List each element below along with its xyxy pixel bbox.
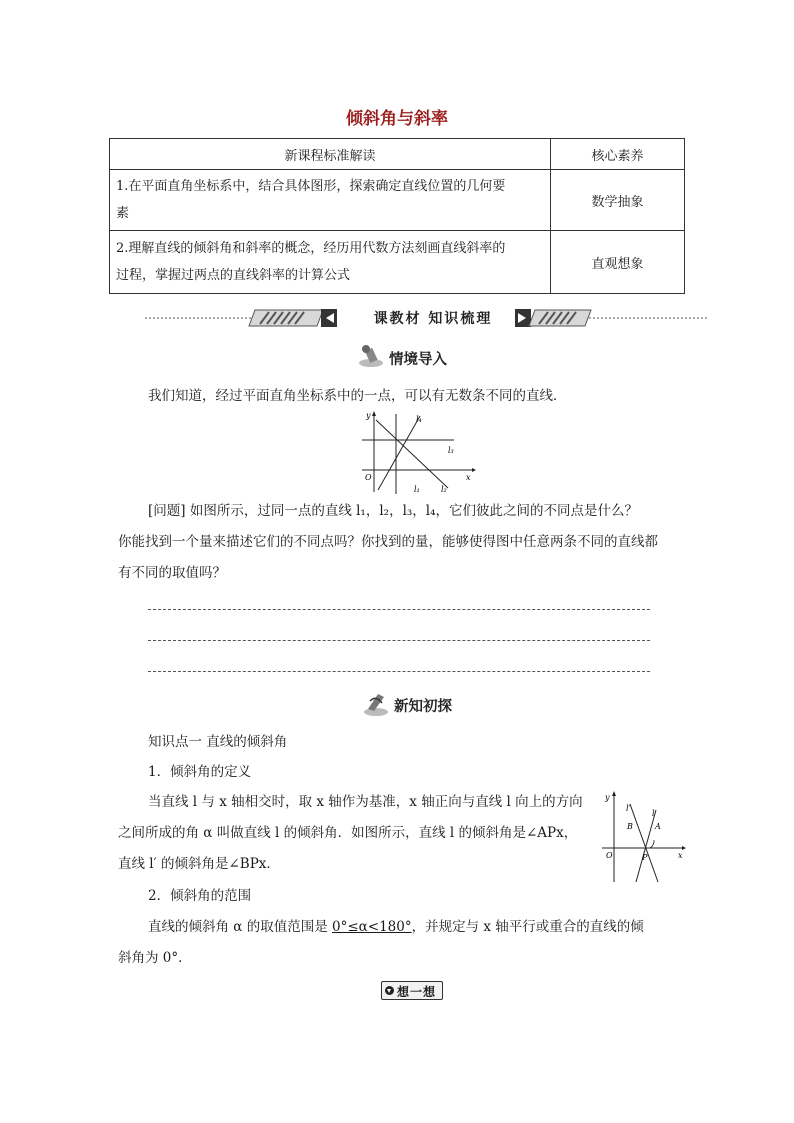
triangle-down-icon [385, 986, 394, 995]
range-line: 直线的倾斜角 α 的取值范围是 0°≤α<180°，并规定与 x 轴平行或重合的直线的倾 [148, 919, 644, 935]
fig2-x-label: x [678, 851, 683, 860]
table-header: 新课程标准解读 [110, 139, 551, 170]
question-line: 你能找到一个量来描述它们的不同点吗？你找到的量，能够使得图中任意两条不同的直线都 [118, 534, 658, 550]
fig2-l-label: l [652, 809, 655, 818]
think-box [381, 981, 443, 1000]
range-value: 0°≤α<180° [332, 919, 412, 935]
subsection-title: 2．倾斜角的范围 [148, 888, 252, 904]
fig2-a-label: A [655, 822, 661, 831]
standards-table [109, 138, 685, 294]
question-line: [问题] 如图所示，过同一点的直线 l₁，l₂，l₃，l₄，它们彼此之间的不同点是什么？ [148, 503, 639, 519]
question-line: 有不同的取值吗？ [118, 565, 226, 581]
table-row [110, 231, 685, 294]
fig2-b-label: B [627, 822, 633, 831]
fig2-lprime-label: l′ [626, 804, 631, 813]
section-heading-intro: 情境导入 [389, 351, 447, 368]
line-l4 [378, 416, 420, 490]
table-cell: 2.理解直线的倾斜角和斜率的概念，经历用代数方法刻画直线斜率的 过程，掌握过两点的直线斜率的计算公式 [110, 231, 551, 294]
definition-line: 直线 l′ 的倾斜角是∠BPx． [118, 856, 280, 872]
definition-line: 当直线 l 与 x 轴相交时，取 x 轴作为基准，x 轴正向与直线 l 向上的方向 [148, 794, 583, 810]
fig1-l2-label: l₂ [441, 485, 447, 494]
fig1-l4-label: l₄ [416, 415, 422, 424]
figure-inclination-angle [600, 790, 688, 885]
section-heading-new: 新知初探 [394, 698, 452, 715]
definition-line: 之间所成的角 α 叫做直线 l 的倾斜角．如图所示，直线 l 的倾斜角是∠APx， [118, 825, 578, 841]
intro-text: 我们知道，经过平面直角坐标系中的一点，可以有无数条不同的直线． [148, 388, 567, 404]
table-row [110, 170, 685, 231]
knowledge-point-title: 知识点一 直线的倾斜角 [148, 734, 288, 750]
line-l [636, 810, 656, 882]
fig1-origin-label: O [365, 473, 372, 482]
fig2-y-label: y [605, 793, 610, 802]
fig2-p-label: P [642, 853, 648, 862]
think-label: 想一想 [397, 985, 437, 999]
answer-line[interactable] [148, 640, 650, 641]
table-cell: 1.在平面直角坐标系中，结合具体图形，探索确定直线位置的几何要 素 [110, 170, 551, 231]
fig1-y-label: y [366, 411, 371, 420]
table-cell: 数学抽象 [551, 170, 685, 231]
scenario-icon [357, 343, 385, 369]
new-knowledge-icon [362, 691, 390, 717]
table-cell: 直观想象 [551, 231, 685, 294]
table-header: 核心素养 [551, 139, 685, 170]
answer-line[interactable] [148, 671, 650, 672]
fig2-origin-label: O [606, 851, 613, 860]
page-title: 倾斜角与斜率 [346, 109, 448, 129]
answer-line[interactable] [148, 609, 650, 610]
figure-lines-through-point [356, 410, 476, 495]
fig1-l3-label: l₃ [448, 446, 454, 455]
fig1-l1-label: l₁ [414, 485, 420, 494]
subsection-title: 1．倾斜角的定义 [148, 764, 252, 780]
fig1-x-label: x [466, 473, 471, 482]
banner-text: 课教材 知识梳理 [373, 311, 493, 327]
range-line: 斜角为 0°． [118, 950, 192, 966]
